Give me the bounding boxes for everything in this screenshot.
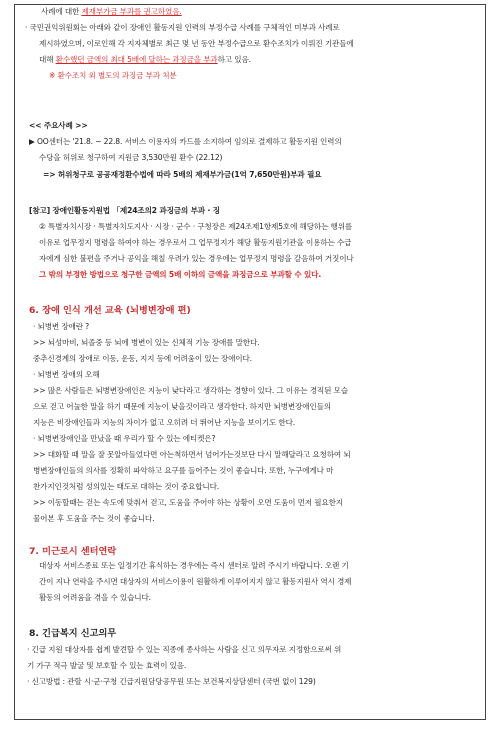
sec6-line: · 뇌병변 장애란 ? (33, 322, 90, 331)
law-line-2: 이유로 업무정지 명령을 하여야 하는 경우로서 그 업무정지가 해당 활동지원기관을 이용하는 수급 (39, 238, 352, 247)
sec6-line: 병변장애인들의 의사를 정확히 파악하고 요구를 들어주는 것이 좋습니다. 또한, 누구에게나 마 (33, 466, 334, 475)
section-7-heading: 7. 미근로시 센터연락 (29, 546, 117, 557)
sec8-line: · 긴급 지원 대상자를 쉽게 발견할 수 있는 직종에 종사하는 사람을 신고 의무자로 지정함으로써 위 (27, 645, 342, 654)
intro-line-2: · 국민권익위원회는 아래와 같이 장애인 활동지원 인력의 부정수급 사례를 구체적인 미부과 사례로 (25, 23, 340, 32)
law-line-1: ② 특별자치시장 · 특별자치도지사 · 시장 · 군수 · 구청장은 제24조제1항제5호에 해당하는 행위를 (39, 222, 353, 231)
sec6-line: >> 이동할때는 걷는 속도에 맞춰서 걷고, 도움을 주어야 하는 상황이 오면 도움이 먼저 필요한지 (33, 498, 343, 507)
intro-text: 대해 (39, 55, 56, 64)
intro-line-1 (41, 5, 182, 18)
case-line-2: 수당을 허위로 청구하여 지원금 3,530만원 환수 (22.12) (39, 153, 223, 162)
law-title: [참고] 장애인활동지원법 「제24조의2 과징금의 부과 · 징 (29, 206, 220, 215)
sec6-line: 으로 걷고 어눌한 말을 하기 때문에 지능이 낮을것이라고 생각한다. 하지만 뇌병변장애인들의 (33, 402, 331, 411)
intro-line-4 (39, 53, 251, 66)
section-6-heading: 6. 장애 인식 개선 교육 (뇌병변장애 편) (29, 305, 191, 316)
sec6-line: 지능은 비장애인들과 지능의 차이가 없고 오히려 더 뛰어난 지능을 보이기도 한다. (33, 418, 296, 427)
sec8-line: · 신고방법 : 관할 시·군·구청 긴급지원담당공무원 또는 보건복지상담센터 (국번 없이 129) (27, 677, 316, 686)
section-8-heading: 8. 긴급복지 신고의무 (29, 628, 117, 639)
sec6-line: · 뇌병변장애인을 만났을 때 우리가 할 수 있는 에티켓은? (33, 434, 216, 443)
sec6-line: 중추신경계의 장애로 이동, 운동, 지지 등에 어려움이 있는 장애이다. (33, 354, 252, 363)
case-line-1: ▶ OO센터는 '21.8. ~ 22.8. 서비스 이용자의 카드를 소지하여 임의로 결제하고 활동지원 인력의 (29, 137, 342, 146)
sec6-line: 찬가지인것처럼 성의있는 태도로 대하는 것이 중요합니다. (33, 482, 220, 491)
cases-title: << 주요사례 >> (29, 121, 88, 130)
document-frame (14, 4, 486, 720)
law-line-3: 자에게 심한 불편을 주거나 공익을 해칠 우려가 있는 경우에는 업무정지 명령을 갈음하여 거짓이나 (39, 254, 354, 263)
intro-highlight: 제재부가금 부과를 권고하였음. (81, 7, 182, 16)
intro-text: 사례에 대한 (41, 7, 82, 16)
intro-highlight: 환수했던 금액의 최대 5배에 달하는 과징금을 부과 (55, 55, 218, 64)
sec6-line: 물어본 후 도움을 주는 것이 좋습니다. (33, 514, 155, 523)
sec6-line: >> 대화할 때 말을 잘 못알아들었다면 아는척하면서 넘어가는것보단 다시 말해달라고 요청하여 뇌 (33, 450, 351, 459)
intro-line-3: 제시하였으며, 이로인해 각 지자체별로 최근 몇 년 동안 부정수급으로 환수조치가 이뤄진 기관들에 (39, 39, 354, 48)
intro-text: 하고 있음. (217, 55, 251, 64)
sec7-line: 대상자 서비스종료 또는 일정기간 휴식하는 경우에는 즉시 센터로 알려 주시기 바랍니다. 오랜 기 (39, 561, 349, 570)
sec7-line: 활동의 어려움을 겪을 수 있습니다. (39, 593, 151, 602)
case-line-3: => 허위청구로 공공재정환수법에 따라 5배의 제재부가금(1억 7,650만원)부과 필요 (43, 170, 322, 179)
sec6-line: >> 많은 사람들은 뇌병변장애인은 지능이 낮다라고 생각하는 경향이 있다. 그 이유는 경직된 모습 (33, 386, 348, 395)
law-line-4: 그 밖의 부정한 방법으로 청구한 금액의 5배 이하의 금액을 과징금으로 부과할 수 있다. (39, 270, 322, 279)
sec6-line: · 뇌병변 장애의 오해 (33, 370, 100, 379)
intro-note: ※ 환수조치 외 별도의 과징금 부과 처분 (49, 71, 177, 80)
sec6-line: >> 뇌성마비, 뇌졸중 등 뇌에 병변이 있는 신체적 기능 장애를 말한다. (33, 338, 260, 347)
sec7-line: 간이 지나 연락을 주시면 대상자의 서비스이용이 원활하게 이루어지지 않고 활동지원사 역시 경제 (39, 577, 352, 586)
sec8-line: 기 가구 적극 발굴 및 보호할 수 있는 효력이 있음. (27, 661, 187, 670)
